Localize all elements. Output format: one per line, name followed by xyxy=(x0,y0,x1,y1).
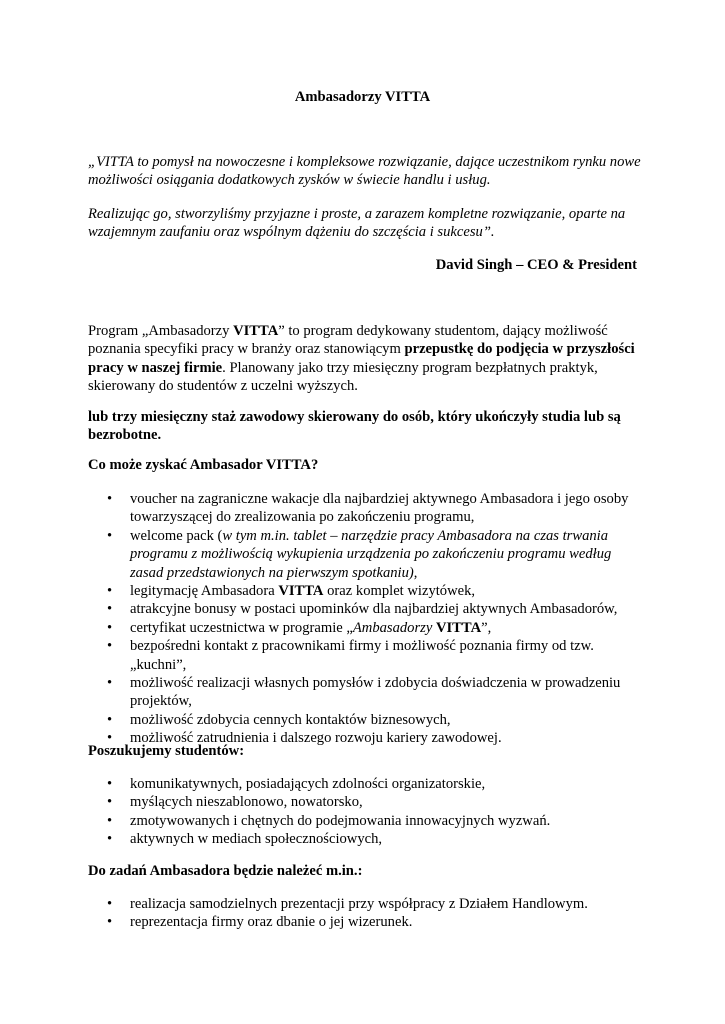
intro-text-1: Program „Ambasadorzy xyxy=(88,323,234,339)
quote-paragraph-1: „VITTA to pomysł na nowoczesne i kompleksowe rozwiązanie, dające uczestnikom rynku nowe możliwości osiągania dodatkowych zysków w świecie handlu i usług. xyxy=(88,154,641,189)
quote-signature: David Singh – CEO & President xyxy=(435,257,637,273)
list-item: • możliwość zdobycia cennych kontaktów biznesowych, xyxy=(88,711,648,729)
tasks-heading: Do zadań Ambasadora będzie należeć m.in.: xyxy=(88,863,363,879)
list-item: • atrakcyjne bonusy w postaci upominków dla najbardziej aktywnych Ambasadorów, xyxy=(88,600,648,618)
list-item: • bezpośredni kontakt z pracownikami firmy i możliwość poznania firmy od tzw. „kuchni”, xyxy=(88,637,648,674)
list-item: • realizacja samodzielnych prezentacji przy współpracy z Działem Handlowym. xyxy=(88,895,648,913)
list-item: • komunikatywnych, posiadających zdolności organizatorskie, xyxy=(88,775,648,793)
list-item: • możliwość zatrudnienia i dalszego rozwoju kariery zawodowej. xyxy=(88,729,648,747)
list-item: • zmotywowanych i chętnych do podejmowania innowacyjnych wyzwań. xyxy=(88,812,648,830)
intro-highlight: przepustkę do podjęcia w przyszłości pracy w naszej firmie xyxy=(88,341,635,376)
list-item: • aktywnych w mediach społecznościowych, xyxy=(88,830,648,848)
list-item: • voucher na zagraniczne wakacje dla najbardziej aktywnego Ambasadora i jego osoby towarzyszącej do zrealizowania po zakończeniu programu, xyxy=(88,490,648,527)
list-item: • certyfikat uczestnictwa w programie „Ambasadorzy VITTA”, xyxy=(88,619,648,637)
list-item: • myślących nieszablonowo, nowatorsko, xyxy=(88,793,648,811)
quote-paragraph-2: Realizując go, stworzyliśmy przyjazne i proste, a zarazem kompletne rozwiązanie, oparte na wzajemnym zaufaniu oraz wspólnym dążeniu do szczęścia i sukcesu”. xyxy=(88,206,626,241)
list-item: • legitymację Ambasadora VITTA oraz komplet wizytówek, xyxy=(88,582,648,600)
list-item: • reprezentacja firmy oraz dbanie o jej wizerunek. xyxy=(88,913,648,931)
students-heading: Poszukujemy studentów: xyxy=(88,743,245,759)
page-title: Ambasadorzy VITTA xyxy=(294,89,431,105)
intro-text-2: ” to program dedykowany studentom, dający możliwość poznania specyfiki pracy w branży oraz stanowiącym xyxy=(88,323,608,358)
intro-brand: VITTA xyxy=(233,323,279,339)
benefits-list xyxy=(88,490,648,748)
intro-text-3: . Planowany jako trzy miesięczny program bezpłatnych praktyk, skierowany do studentów z uczelni wyższych. xyxy=(88,359,598,395)
internship-paragraph: lub trzy miesięczny staż zawodowy skierowany do osób, który ukończyły studia lub są bezrobotne. xyxy=(88,409,621,444)
list-item: • możliwość realizacji własnych pomysłów i zdobycia doświadczenia w prowadzeniu projektów, xyxy=(88,674,648,711)
list-item: • welcome pack (w tym m.in. tablet – narzędzie pracy Ambasadora na czas trwania programu z możliwością wykupienia urządzenia po zakończeniu programu według zasad przedstawionych na pierwszym spotkaniu), xyxy=(88,527,648,582)
tasks-list xyxy=(88,895,648,932)
students-list xyxy=(88,775,648,849)
benefits-heading: Co może zyskać Ambasador VITTA? xyxy=(88,457,319,473)
intro-paragraph xyxy=(88,322,644,396)
